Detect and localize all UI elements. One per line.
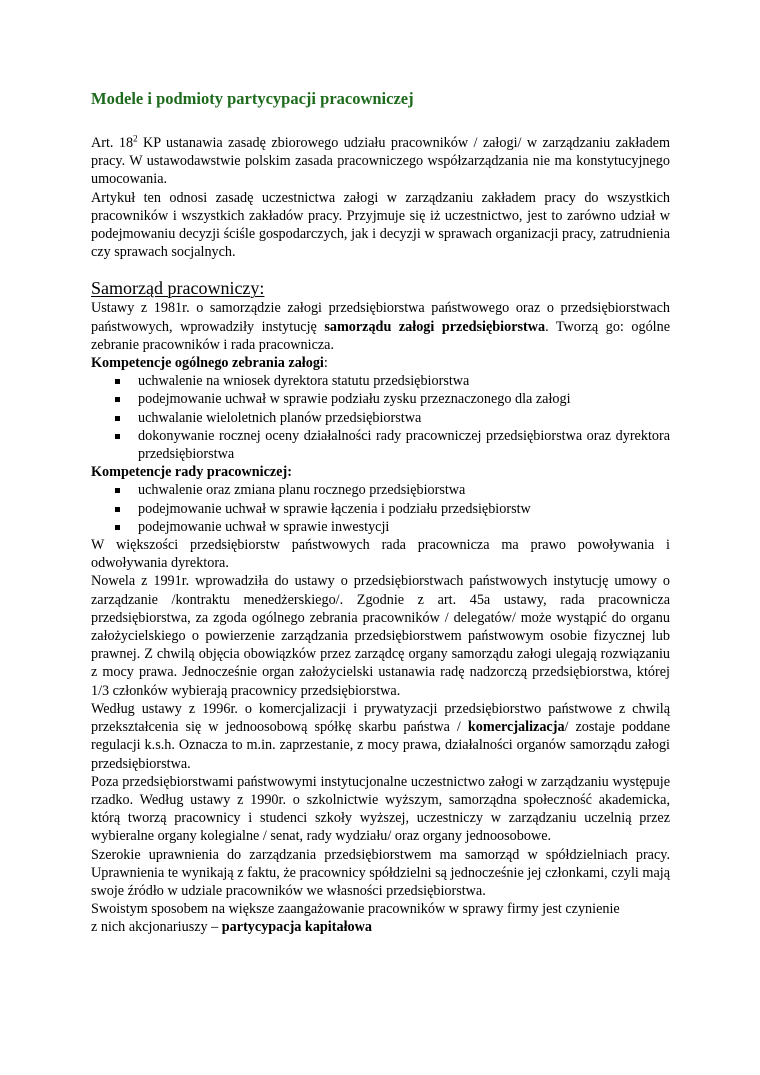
- document-body: [91, 88, 670, 937]
- section-heading: Samorząd pracowniczy:: [91, 278, 265, 299]
- list-heading-colon: :: [323, 355, 328, 372]
- list-heading-label: Kompetencje rady pracowniczej:: [91, 464, 292, 481]
- list-item: podejmowanie uchwał w sprawie inwestycji: [91, 518, 670, 536]
- list-item: dokonywanie rocznej oceny działalności rady pracowniczej przedsiębiorstwa oraz dyrektora przedsiębiorstwa: [91, 427, 670, 463]
- intro-text: Art. 18: [91, 135, 134, 151]
- section-paragraph-7-line-1: Swoistym sposobem na większe zaangażowanie pracowników w sprawy firmy jest czynienie: [91, 901, 620, 918]
- superscript: 2: [133, 133, 138, 144]
- list-item: uchwalenie na wniosek dyrektora statutu przedsiębiorstwa: [91, 372, 670, 390]
- section-paragraph-4: [91, 700, 670, 773]
- bold-term: partycypacja kapitałowa: [221, 919, 372, 936]
- section-paragraph-1: [91, 299, 670, 354]
- intro-paragraph-1: [91, 134, 670, 189]
- section-paragraph-2: W większości przedsiębiorstw państwowych rada pracownicza ma prawo powoływania i odwoływania dyrektora.: [91, 537, 670, 572]
- list-item: uchwalanie wieloletnich planów przedsiębiorstwa: [91, 409, 670, 427]
- list-item: podejmowanie uchwał w sprawie łączenia i podziału przedsiębiorstw: [91, 500, 670, 518]
- paragraph-text: z nich akcjonariuszy –: [91, 919, 222, 936]
- paragraph-text: . Tworzą go: ogólne zebranie pracowników i rada pracownicza.: [91, 318, 670, 353]
- section-paragraph-3: Nowela z 1991r. wprowadziła do ustawy o przedsiębiorstwach państwowych instytucję umowy o zarządzanie /kontraktu menedżerskiego/. Zgodnie z art. 45a ustawy, rada pracownicza przedsiębiorstwa, za zgoda ogólnego zebrania pracowników / delegatów/ może wystąpić do organu założycielskiego o powierzenie zarządzania przedsiębiorstwem państwowym osobie fizycznej lub prawnej. Z chwilą objęcia obowiązków przez zarządcę organy samorządu załogi ulegają rozwiązaniu z mocy prawa. Jednocześnie organ założycielski ustanawia radę nadzorczą przedsiębiorstwa, której 1/3 członków wybierają pracownicy przedsiębiorstwa.: [91, 573, 670, 699]
- intro-paragraph-2: Artykuł ten odnosi zasadę uczestnictwa załogi w zarządzaniu zakładem pracy do wszystkich pracowników i wszystkich zakładów pracy. Przyjmuje się iż uczestnictwo, jest to zarówno udział w podejmowaniu decyzji ściśle gospodarczych, jak i decyzji w sprawach organizacji pracy, zatrudnienia czy sprawach socjalnych.: [91, 189, 670, 261]
- section-paragraph-6: Szerokie uprawnienia do zarządzania przedsiębiorstwem ma samorząd w spółdzielniach pracy. Uprawnienia te wynikają z faktu, że pracownicy spółdzielni są jednocześnie jej członkami, czyli mają swoje źródło w udziale pracowników we własności przedsiębiorstwa.: [91, 846, 670, 899]
- section-paragraph-7-line-2: [91, 918, 670, 936]
- section-paragraph-5: Poza przedsiębiorstwami państwowymi instytucjonalne uczestnictwo załogi w zarządzaniu występuje rzadko. Według ustawy z 1990r. o szkolnictwie wyższym, samorządna społeczność akademicka, którą tworzą pracownicy i studenci szkoły wyższej, uczestniczy w zarządzaniu uczelnią przez wybieralne organy kolegialne / senat, rady wydziału/ oraz organy jednoosobowe.: [91, 773, 670, 845]
- list-workers-council: [91, 481, 670, 536]
- paragraph-text: Ustawy z 1981r. o samorządzie załogi przedsiębiorstwa państwowego oraz o przedsiębiorstwach państwowych, wprowadziły instytucję: [91, 300, 670, 335]
- list2-heading: [91, 463, 670, 481]
- document-title: Modele i podmioty partycypacji pracowniczej: [91, 89, 414, 108]
- list-item: uchwalenie oraz zmiana planu rocznego przedsiębiorstwa: [91, 481, 670, 499]
- bold-term: komercjalizacja: [467, 719, 565, 736]
- list-item: podejmowanie uchwał w sprawie podziału zysku przeznaczonego dla załogi: [91, 390, 670, 408]
- list1-heading: [91, 354, 670, 372]
- intro-text: KP ustanawia zasadę zbiorowego udziału pracowników / załogi/ w zarządzaniu zakładem pracy. W ustawodawstwie polskim zasada pracowniczego współzarządzania nie ma konstytucyjnego umocowania.: [91, 135, 670, 188]
- bold-term: samorządu załogi przedsiębiorstwa: [324, 318, 546, 335]
- list-heading-label: Kompetencje ogólnego zebrania załogi: [91, 355, 324, 372]
- paragraph-text: Według ustawy z 1996r. o komercjalizacji i prywatyzacji przedsiębiorstwo państwowe z chwilą przekształcenia się w jednoosobową spółkę skarbu państwa /: [91, 700, 670, 736]
- paragraph-text: / zostaje poddane regulacji k.s.h. Oznacza to m.in. zaprzestanie, z mocy prawa, działalności organów samorządu załogi przedsiębiorstwa.: [91, 719, 670, 772]
- list-general-assembly: [91, 372, 670, 463]
